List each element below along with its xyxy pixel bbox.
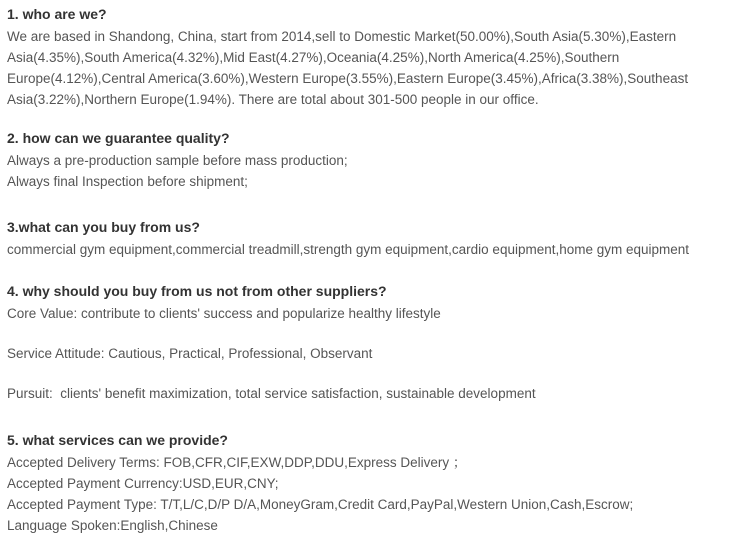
faq-section-services <box>7 430 735 536</box>
faq-answer-3: commercial gym equipment,commercial treadmill,strength gym equipment,cardio equipment,home gym equipment <box>7 242 690 257</box>
faq-answer-5-payment-currency: Accepted Payment Currency:USD,EUR,CNY; <box>7 476 279 491</box>
faq-answer-2-line-1: Always a pre-production sample before mass production; <box>7 153 348 168</box>
faq-section-guarantee-quality <box>7 128 735 192</box>
faq-answer-4-pursuit: Pursuit: clients' benefit maximization, total service satisfaction, sustainable development <box>7 386 536 401</box>
faq-question-2: 2. how can we guarantee quality? <box>7 130 230 146</box>
faq-section-who-are-we <box>7 4 735 110</box>
faq-answer-1: We are based in Shandong, China, start from 2014,sell to Domestic Market(50.00%),South Asia(5.30%),Eastern Asia(4.35%),South America(4.32%),Mid East(4.27%),Oceania(4.25%),North America(4.25%),Southern Europe(4.12%),Central America(3.60%),Western Europe(3.55%),Eastern Europe(3.45%),Africa(3.38%),Southeast Asia(3.22%),Northern Europe(1.94%). There are total about 301-500 people in our office. <box>7 29 692 107</box>
faq-answer-5-payment-type: Accepted Payment Type: T/T,L/C,D/P D/A,MoneyGram,Credit Card,PayPal,Western Union,Cash,Escrow; <box>7 497 634 512</box>
faq-question-3: 3.what can you buy from us? <box>7 219 200 235</box>
faq-answer-4-service-attitude: Service Attitude: Cautious, Practical, Professional, Observant <box>7 346 373 361</box>
faq-question-5: 5. what services can we provide? <box>7 432 228 448</box>
faq-question-1: 1. who are we? <box>7 6 107 22</box>
faq-answer-5-language-spoken: Language Spoken:English,Chinese <box>7 518 218 533</box>
faq-section-what-can-you-buy <box>7 217 735 260</box>
faq-answer-2-line-2: Always final Inspection before shipment; <box>7 174 248 189</box>
faq-section-why-buy-from-us <box>7 281 735 404</box>
faq-answer-5-delivery-terms: Accepted Delivery Terms: FOB,CFR,CIF,EXW,DDP,DDU,Express Delivery ； <box>7 455 467 470</box>
faq-question-4: 4. why should you buy from us not from other suppliers? <box>7 283 387 299</box>
faq-answer-4-core-value: Core Value: contribute to clients' success and popularize healthy lifestyle <box>7 306 441 321</box>
